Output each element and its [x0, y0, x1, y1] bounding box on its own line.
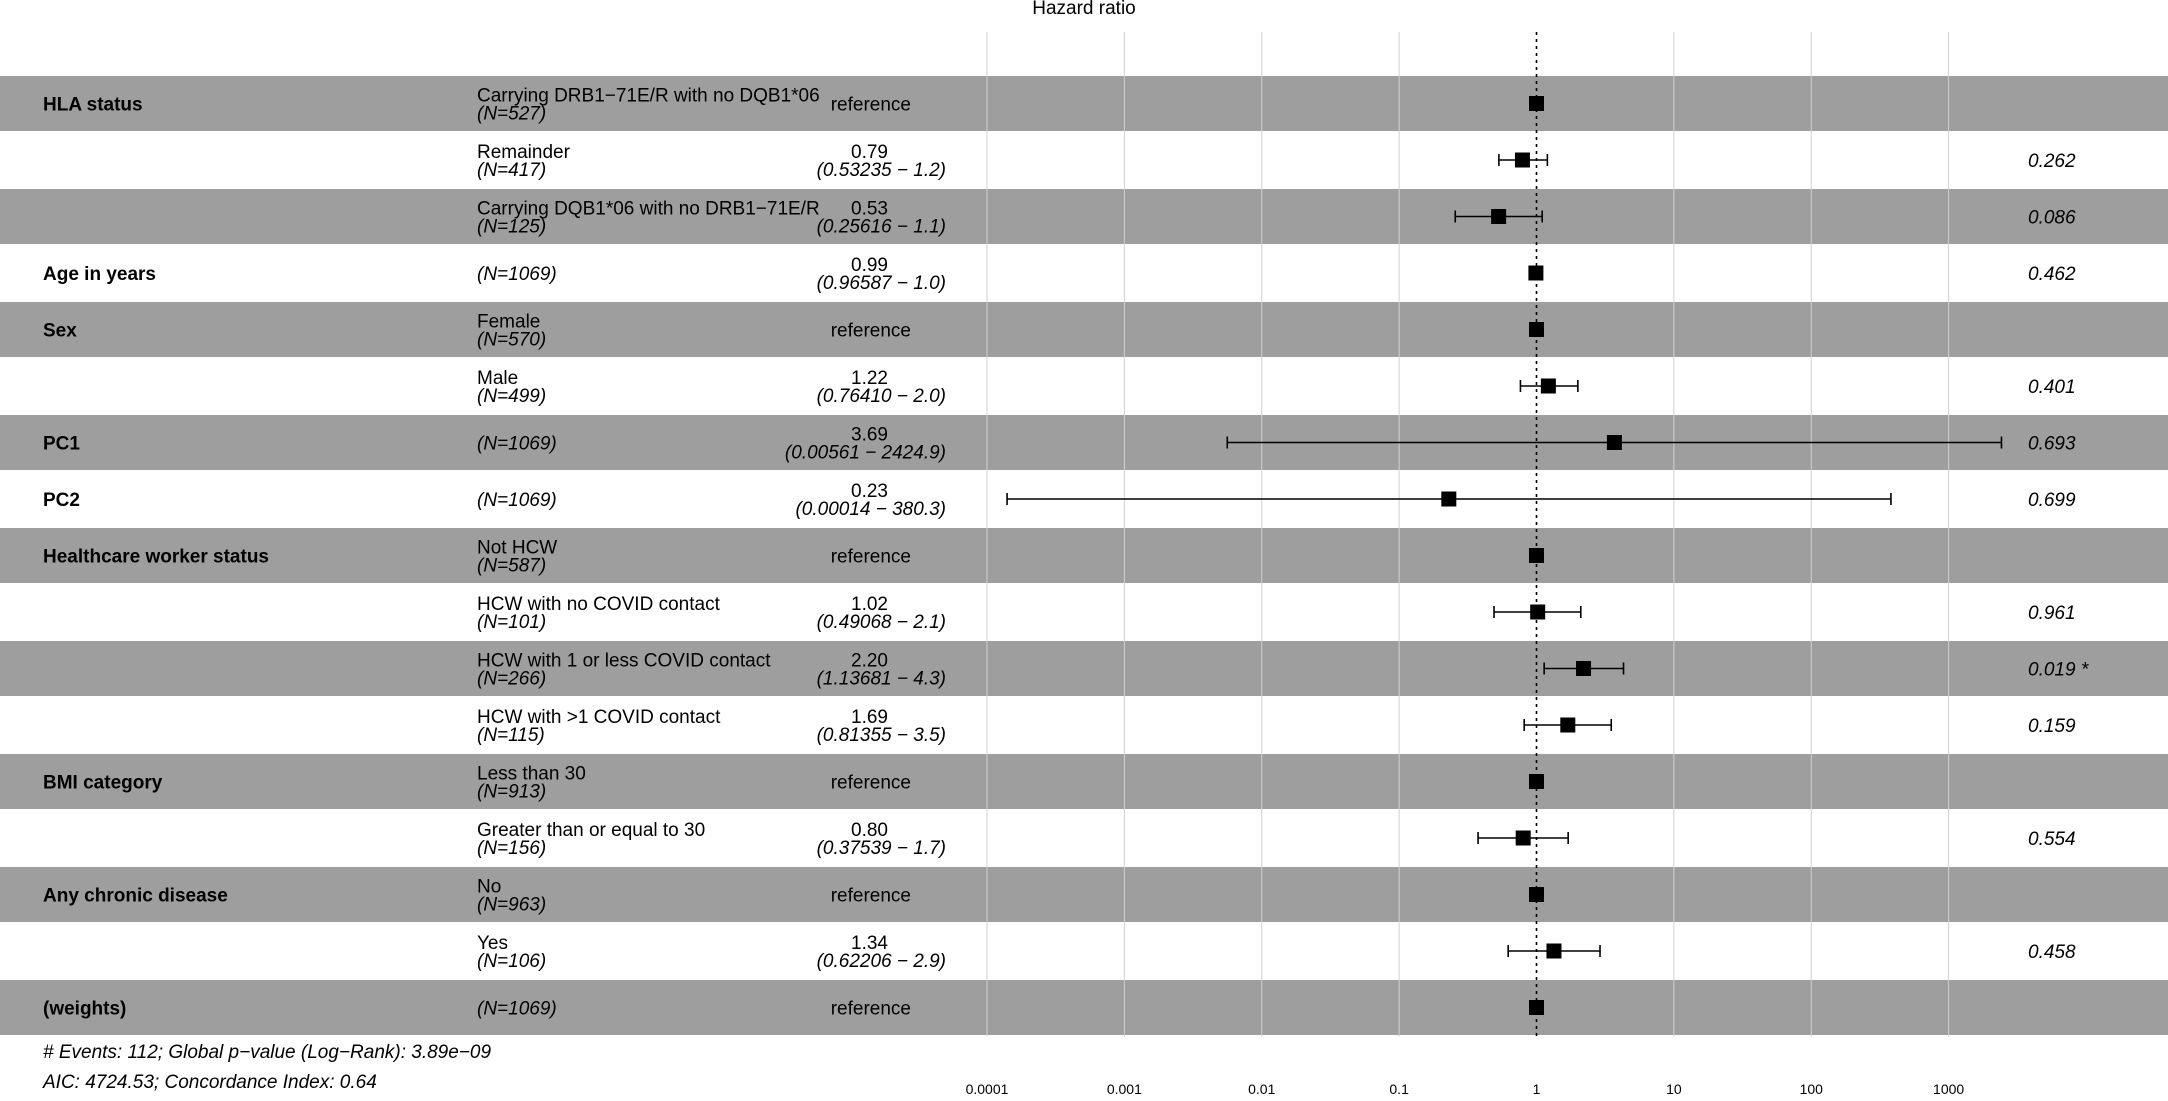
variable-label: Any chronic disease — [43, 885, 228, 907]
level-label: Yes — [477, 933, 508, 954]
level-label: HCW with 1 or less COVID contact — [477, 650, 771, 672]
ci-label: (0.81355 − 3.5) — [816, 725, 946, 746]
row-background — [0, 754, 2168, 809]
estimate-label: 0.23 — [851, 481, 888, 502]
estimate-label: 3.69 — [851, 424, 888, 446]
level-label: Greater than or equal to 30 — [477, 820, 706, 841]
ci-label: (0.96587 − 1.0) — [816, 273, 946, 294]
n-label: (N=125) — [477, 216, 547, 238]
n-label: (N=587) — [477, 555, 547, 577]
x-tick-label: 0.0001 — [965, 1081, 1009, 1097]
estimate-label: 2.20 — [851, 650, 888, 672]
estimate-marker — [1607, 435, 1622, 450]
variable-label: (weights) — [43, 998, 127, 1020]
level-label: No — [477, 876, 502, 898]
estimate-label: 0.79 — [851, 142, 888, 163]
n-label: (N=527) — [477, 103, 547, 125]
level-label: HCW with no COVID contact — [477, 594, 720, 615]
estimate-label: reference — [830, 320, 911, 342]
variable-label: Age in years — [43, 264, 156, 285]
estimate-marker — [1491, 209, 1506, 224]
row-background — [0, 189, 2168, 244]
row-background — [0, 980, 2168, 1035]
footnote-aic: AIC: 4724.53; Concordance Index: 0.64 — [43, 1072, 377, 1093]
row-background — [0, 641, 2168, 696]
level-label: Less than 30 — [477, 763, 586, 785]
estimate-label: 0.53 — [851, 198, 888, 220]
estimate-label: 0.80 — [851, 820, 888, 841]
estimate-label: 0.99 — [851, 255, 888, 276]
estimate-marker — [1441, 492, 1456, 507]
estimate-label: 1.69 — [851, 707, 888, 728]
estimate-label: reference — [830, 772, 911, 794]
x-axis-title: Hazard ratio — [1032, 0, 1136, 19]
estimate-marker — [1529, 322, 1544, 337]
estimate-marker — [1529, 774, 1544, 789]
n-label: (N=913) — [477, 781, 547, 803]
x-tick-label: 1000 — [1933, 1081, 1965, 1097]
ci-label: (0.37539 − 1.7) — [816, 838, 946, 859]
estimate-marker — [1515, 153, 1530, 168]
p-value-label: 0.693 — [2028, 433, 2076, 455]
p-value-label: 0.699 — [2028, 490, 2076, 511]
n-label: (N=570) — [477, 329, 547, 351]
ci-label: (0.53235 − 1.2) — [816, 160, 946, 181]
level-label: Carrying DRB1−71E/R with no DQB1*06 — [477, 85, 820, 107]
ci-label: (0.62206 − 2.9) — [816, 951, 946, 972]
row-background — [0, 528, 2168, 583]
estimate-label: 1.34 — [851, 933, 888, 954]
p-value-label: 0.262 — [2028, 151, 2076, 172]
ci-label: (0.25616 − 1.1) — [816, 216, 946, 238]
n-label: (N=1069) — [477, 264, 557, 285]
p-value-label: 0.159 — [2028, 716, 2076, 737]
variable-label: Sex — [43, 320, 77, 342]
ci-label: (1.13681 − 4.3) — [816, 668, 946, 690]
row-backgrounds — [0, 76, 2168, 1035]
ci-label: (0.00014 − 380.3) — [795, 499, 946, 520]
estimate-marker — [1529, 887, 1544, 902]
level-label: Carrying DQB1*06 with no DRB1−71E/R — [477, 198, 820, 220]
estimate-label: reference — [830, 546, 911, 568]
p-value-label: 0.086 — [2028, 207, 2076, 229]
n-label: (N=106) — [477, 951, 547, 972]
p-value-label: 0.401 — [2028, 377, 2076, 398]
estimate-marker — [1529, 96, 1544, 111]
footnote-events: # Events: 112; Global p−value (Log−Rank): 3.89e−09 — [43, 1042, 492, 1063]
level-label: HCW with >1 COVID contact — [477, 707, 721, 728]
estimate-label: 1.02 — [851, 594, 888, 615]
row-background — [0, 76, 2168, 131]
x-tick-label: 100 — [1799, 1081, 1823, 1097]
level-label: Remainder — [477, 142, 570, 163]
estimate-marker — [1529, 548, 1544, 563]
estimate-marker — [1576, 661, 1591, 676]
n-label: (N=499) — [477, 386, 547, 407]
variable-label: HLA status — [43, 94, 143, 116]
n-label: (N=1069) — [477, 998, 557, 1020]
n-label: (N=1069) — [477, 433, 557, 455]
p-value-label: 0.462 — [2028, 264, 2076, 285]
estimate-label: reference — [830, 998, 911, 1020]
estimate-marker — [1541, 379, 1556, 394]
p-value-label: 0.554 — [2028, 829, 2076, 850]
ci-label: (0.76410 − 2.0) — [816, 386, 946, 407]
x-tick-label: 1 — [1532, 1081, 1541, 1097]
estimate-label: reference — [830, 885, 911, 907]
x-tick-label: 0.1 — [1389, 1081, 1409, 1097]
level-label: Female — [477, 311, 541, 333]
n-label: (N=1069) — [477, 490, 557, 511]
n-label: (N=115) — [477, 725, 545, 746]
n-label: (N=266) — [477, 668, 547, 690]
x-tick-label: 0.01 — [1248, 1081, 1276, 1097]
x-axis-ticks — [966, 1081, 1965, 1097]
estimate-marker — [1528, 266, 1543, 281]
variable-label: PC2 — [43, 490, 80, 511]
x-tick-label: 10 — [1666, 1081, 1682, 1097]
estimate-marker — [1530, 605, 1545, 620]
estimate-label: reference — [830, 94, 911, 116]
variable-label: PC1 — [43, 433, 80, 455]
variable-label: Healthcare worker status — [43, 546, 269, 568]
n-label: (N=417) — [477, 160, 547, 181]
p-value-label: 0.458 — [2028, 942, 2076, 963]
level-label: Not HCW — [477, 537, 558, 559]
n-label: (N=963) — [477, 894, 547, 916]
row-background — [0, 867, 2168, 922]
ci-label: (0.00561 − 2424.9) — [784, 442, 946, 464]
estimate-label: 1.22 — [851, 368, 888, 389]
x-tick-label: 0.001 — [1106, 1081, 1142, 1097]
p-value-label: 0.961 — [2028, 603, 2076, 624]
p-value-label: 0.019 * — [2028, 659, 2089, 681]
row-background — [0, 302, 2168, 357]
level-label: Male — [477, 368, 519, 389]
ci-label: (0.49068 − 2.1) — [816, 612, 946, 633]
n-label: (N=156) — [477, 838, 547, 859]
estimate-marker — [1529, 1000, 1544, 1015]
n-label: (N=101) — [477, 612, 547, 633]
estimate-marker — [1560, 718, 1575, 733]
estimate-marker — [1516, 831, 1531, 846]
estimate-marker — [1546, 944, 1561, 959]
variable-label: BMI category — [43, 772, 163, 794]
